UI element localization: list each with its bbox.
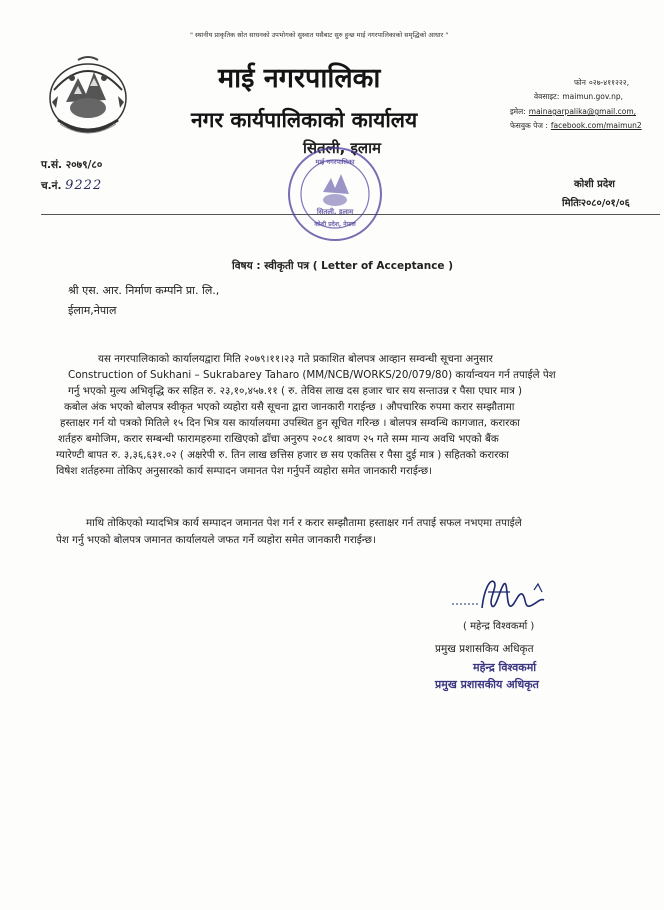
ps-label: प.सं. — [41, 159, 63, 171]
signatory-title: प्रमुख प्रशासकिय अधिकृत — [435, 643, 534, 655]
signatory-stamp-name: महेन्द्र विश्वकर्मा — [473, 661, 537, 674]
ps-value: २०७९/८० — [65, 159, 103, 171]
email-label: इमेल: — [510, 107, 526, 116]
body-p1-line-3: गर्नु भएको मुल्य अभिवृद्धि कर सहित रु. २३,१०,४५७.११ ( रु. तेविस लाख दस हजार चार सय सन्ताउन्न र पैसा एघार मात्र ) — [68, 385, 523, 397]
date-label: मितिः — [562, 198, 581, 209]
body-p1-line-7: ग्यारेण्टी बापत रु. ३,३६,६३१.०२ ( अक्षरेपी रु. तिन लाख छत्तिस हजार छ सय एकतिस र पैसा दुई मात्र ) सहितको करारका — [56, 449, 509, 461]
office-subtitle: नगर कार्यपालिकाको कार्यालय — [191, 108, 418, 132]
letter-date — [562, 195, 630, 209]
facebook-label: फेसवुक पेज : — [510, 121, 548, 130]
date-value: २०८०/०१/०६ — [580, 198, 630, 209]
facebook-link[interactable]: facebook.com/maimun2 — [550, 121, 642, 130]
body-p1-line-5: हस्ताक्षर गर्न यो पत्रको मितिले १५ दिन भित्र यस कार्यालयमा उपस्थित हुन सूचित गरिन्छ । बोलपत्र सम्वन्धि कागजात, करारका — [60, 417, 520, 429]
cn-label: च.नं. — [41, 180, 62, 192]
phone-label: फोन — [574, 78, 586, 87]
municipality-title: माई नगरपालिका — [218, 63, 381, 94]
phone-value: ०२७-४११२२२, — [588, 78, 630, 87]
signatory-stamp-title: प्रमुख प्रशासकीय अधिकृत — [435, 678, 539, 691]
email-link[interactable]: mainagarpalika@gmail.com, — [528, 107, 637, 116]
website-value[interactable]: maimun.gov.np, — [562, 92, 624, 101]
body-p2-line-2: पेश गर्नु भएको बोलपत्र जमानत कार्यालयले जफत गर्ने व्यहोरा समेत जानकारी गराईन्छ। — [56, 534, 376, 546]
contact-email — [510, 107, 636, 117]
contact-facebook — [510, 121, 642, 131]
contact-website — [534, 92, 623, 102]
cn-number — [41, 178, 102, 193]
body-p1-line-2: Construction of Sukhani – Sukrabarey Taharo (MM/NCB/WORKS/20/079/80) कार्यान्वयन गर्न तपाईले पेश — [68, 369, 556, 381]
letter-subject: विषय : स्वीकृती पत्र ( Letter of Acceptance ) — [232, 260, 453, 272]
signatory-name: ( महेन्द्र विश्वकर्मा ) — [463, 621, 535, 632]
nepal-emblem-logo — [44, 50, 132, 138]
office-place: सितली, इलाम — [303, 139, 381, 157]
motto-text: " स्थानीय प्राकृतिक स्रोत साधनको उपभोगको सुस्वात यसैबाट सुरु हुन्छ माई नगरपालिकाको समृद्धिको आधार " — [190, 31, 449, 39]
body-p1-line-8: विषेश शर्तहरुमा तोकिए अनुसारको कार्य सम्पादन जमानत पेश गर्नुपर्ने व्यहोरा समेत जानकारी गराईन्छ। — [56, 465, 432, 477]
contact-phone — [574, 78, 629, 88]
body-p1-line-1: यस नगरपालिकाको कार्यालयद्वारा मिति २०७९।११।२३ गते प्रकाशित बोलपत्र आव्हान सम्वन्धी सूचना अनुसार — [98, 353, 493, 365]
office-stamp-seal — [283, 142, 387, 246]
stamp-place-text: सितली, इलाम — [316, 208, 354, 216]
ps-number — [41, 158, 102, 172]
handwritten-signature — [438, 570, 578, 620]
recipient-name: श्री एस. आर. निर्माण कम्पनि प्रा. लि., — [68, 284, 220, 297]
province-text: कोशी प्रदेश — [574, 179, 615, 190]
stamp-bottom-text: कोशी प्रदेश, नेपाल — [314, 221, 356, 228]
stamp-top-text: माई नगरपालिका — [315, 158, 355, 166]
body-p1-line-6: शर्तहरु बमोजिम, करार सम्बन्धी फारामहरुमा राखिएको ढाँचा अनुरुप २०८१ श्रावण २५ गते सम्म मान्य अवधि भएको बैंक — [58, 433, 499, 445]
website-label: वेवसाइट: — [534, 92, 560, 101]
body-p2-line-1: माथि तोकिएको म्यादभित्र कार्य सम्पादन जमानत पेश गर्न र करार सम्झौतामा हस्ताक्षर गर्न तपाई सफल नभएमा तपाईले — [86, 517, 522, 529]
recipient-address: ईलाम,नेपाल — [68, 304, 117, 317]
body-p1-line-4: कबोल अंक भएको बोलपत्र स्वीकृत भएको व्यहोरा यसै सूचना द्वारा जानकारी गराईन्छ । औपचारिक रुपमा करार सम्झौतामा — [64, 401, 515, 413]
cn-handwritten-value: 9222 — [65, 178, 103, 193]
